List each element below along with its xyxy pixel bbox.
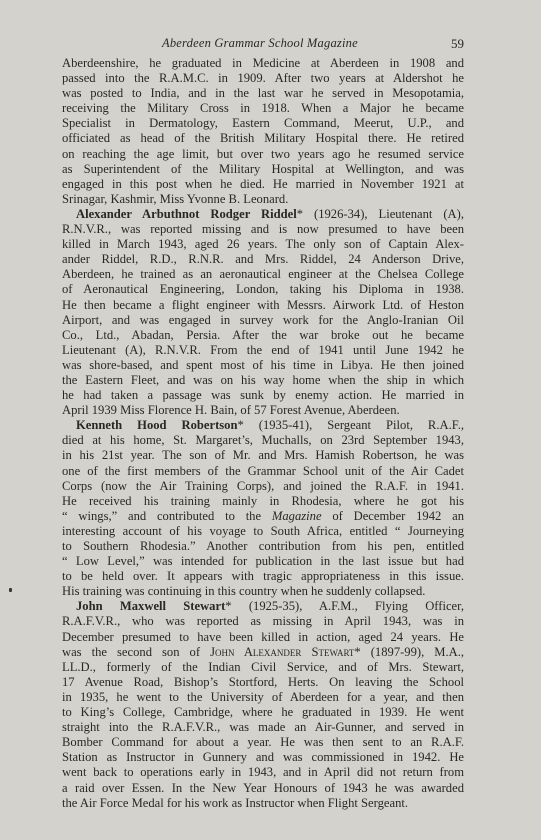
text-line: officiated as head of the British Military Hospital there. He retired [62, 131, 464, 146]
text-line: engaged in this post when he died. He married in November 1921 at [62, 176, 464, 191]
text-line: Lieutenant (A), R.N.V.R. From the end of 1941 until June 1942 he [62, 342, 464, 357]
person-name: Alexander Arbuthnot Rodger Riddel [76, 206, 297, 221]
obituary-stewart [62, 599, 464, 810]
text-line: the Eastern Fleet, and was on his way home when the ship in which [62, 372, 464, 387]
text-line: passed into the R.A.M.C. in 1909. After two years at Aldershot he [62, 71, 464, 86]
text-line: he had taken a passage was sunk by enemy action. He married in [62, 388, 464, 403]
magazine-title: Magazine [271, 508, 322, 523]
text-line: as Superintendent of the Military Hospital at Wellington, and was [62, 161, 464, 176]
text-line: to King’s College, Cambridge, where he graduated in 1939. He went [62, 705, 464, 720]
article-body [62, 56, 464, 811]
text-line: He then became a flight engineer with Messrs. Airwork Ltd. of Heston [62, 297, 464, 312]
running-header [62, 36, 462, 52]
text-line: in his 21st year. The son of Mr. and Mrs. Hamish Robertson, he was [62, 448, 464, 463]
person-name: Kenneth Hood Robertson [76, 418, 238, 433]
text-line: Corps (now the Air Training Corps), and joined the R.A.F. in 1941. [62, 478, 464, 493]
text-line: to Southern Rhodesia.” Another contribution from his pen, entitled [62, 539, 464, 553]
text-line: was posted to India, and in the last war he served in Mesopotamia, [62, 86, 464, 101]
father-name: John Alexander Stewart [210, 644, 355, 659]
text-line: April 1939 Miss Florence H. Bain, of 57 Forest Avenue, Aberdeen. [62, 403, 400, 418]
text-line: “ Low Level,” was intended for publication in the last issue but had [62, 554, 464, 569]
text-line: Srinagar, Kashmir, Miss Yvonne B. Leonard. [62, 191, 289, 206]
paragraph-continuation [62, 56, 464, 207]
text-line: He received his training mainly in Rhodesia, where he got his [62, 493, 464, 508]
text-line: Bomber Command for about a year. He was then sent to an R.A.F. [62, 735, 464, 750]
page-number: 59 [451, 36, 464, 51]
margin-speck [9, 588, 12, 592]
text-line: interesting account of his voyage to South Africa, entitled “ Journeying [62, 523, 464, 538]
text-line: LL.D., formerly of the Indian Civil Service, and of Mrs. Stewart, [62, 659, 464, 674]
text-line: His training was continuing in this country when he suddenly collapsed. [62, 584, 426, 599]
text-line: to be held over. It appears with tragic appropriateness in this issue. [62, 569, 464, 584]
text-line: December presumed to have been killed in action, aged 24 years. He [62, 629, 464, 644]
text-line: in 1935, he went to the University of Aberdeen for a year, and then [62, 689, 464, 704]
text-line: “ wings,” and contributed to the Magazine of December 1942 an [62, 508, 465, 523]
text-line: Co., Ltd., Abadan, Persia. After the war broke out he became [62, 327, 464, 342]
text-line: killed in March 1943, aged 26 years. The only son of Captain Alex- [62, 237, 464, 252]
text-line: straight into the R.A.F.V.R., was made an Air-Gunner, and served in [62, 720, 464, 735]
text-line: was the second son of John Alexander Stewart* (1897-99), M.A., [62, 644, 465, 659]
text-line: 17 Avenue Road, Bishop’s Stortford, Herts. On leaving the School [62, 674, 464, 689]
text-line: was shore-based, and spent most of his time in Libya. He then joined [62, 357, 464, 372]
text-line: John Maxwell Stewart* (1925-35), A.F.M., Flying Officer, [76, 599, 464, 614]
text-line: R.A.F.V.R., who was reported as missing in April 1943, was in [62, 614, 464, 629]
text-line: Station as Instructor in Gunnery and was commissioned in 1942. He [62, 750, 464, 765]
text-line: one of the first members of the Grammar School unit of the Air Cadet [62, 463, 464, 478]
text-line: Specialist in Dermatology, Eastern Command, Meerut, U.P., and [62, 116, 464, 131]
text-line: Alexander Arbuthnot Rodger Riddel* (1926-34), Lieutenant (A), [76, 206, 464, 221]
running-title: Aberdeen Grammar School Magazine [162, 36, 358, 50]
person-name: John Maxwell Stewart [76, 599, 226, 614]
text-line: died at his home, St. Margaret’s, Muchalls, on 23rd September 1943, [62, 433, 464, 448]
text-line: Aberdeen, he trained as an aeronautical engineer at the Chelsea College [62, 267, 464, 282]
text-line: Aberdeenshire, he graduated in Medicine at Aberdeen in 1908 and [62, 56, 464, 70]
text-line: the Air Force Medal for his work as Instructor when Flight Sergeant. [62, 795, 409, 810]
obituary-riddel [62, 207, 464, 418]
text-line: went back to operations early in 1943, and in April did not return from [62, 765, 464, 780]
text-line: receiving the Military Cross in 1918. When a Major he became [62, 101, 464, 116]
text-line: Airport, and was engaged in survey work for the Anglo-Iranian Oil [62, 312, 464, 327]
text-line: of Aeronautical Engineering, London, taking his Diploma in 1938. [62, 282, 464, 297]
text-line: R.N.V.R., was reported missing and is now presumed to have been [62, 222, 464, 237]
text-line: on reaching the age limit, but over two years ago he resumed service [62, 146, 464, 161]
text-line: Kenneth Hood Robertson* (1935-41), Sergeant Pilot, R.A.F., [76, 418, 465, 433]
text-line: a raid over Essen. In the New Year Honours of 1943 he was awarded [62, 780, 464, 795]
obituary-robertson [62, 418, 464, 599]
text-line: ander Riddel, R.D., R.N.R. and Mrs. Riddel, 24 Anderson Drive, [62, 252, 464, 267]
